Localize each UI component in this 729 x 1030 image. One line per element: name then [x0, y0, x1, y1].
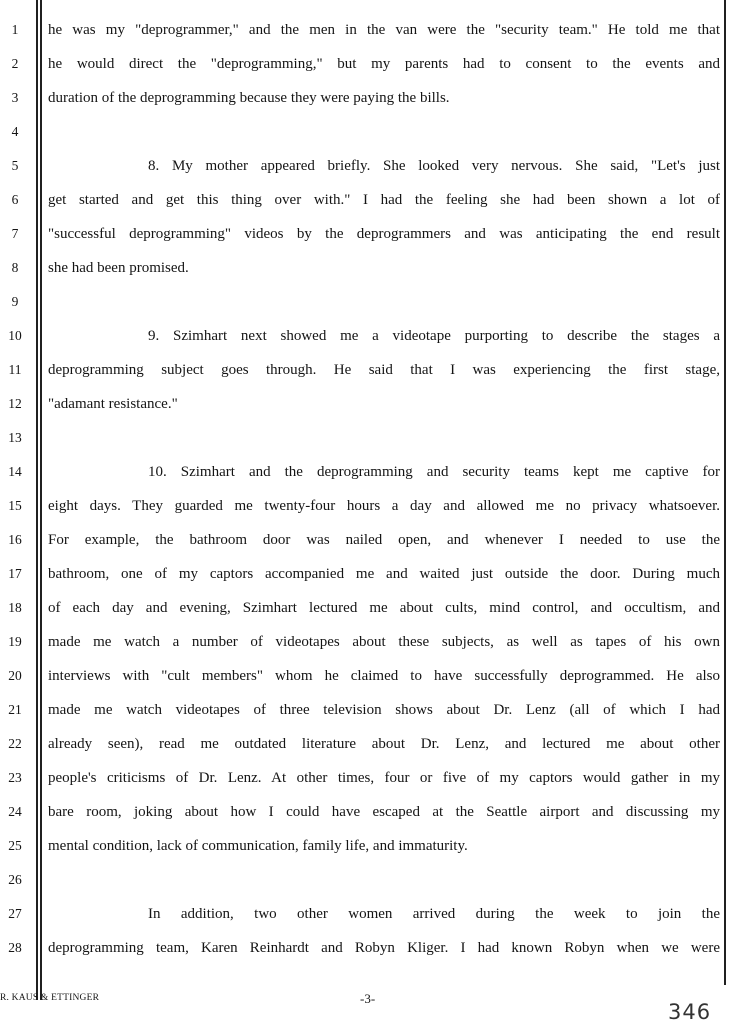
- text-line: get started and get this thing over with." I had the feeling she had been shown a lot of: [48, 192, 720, 208]
- line-number: 25: [8, 838, 22, 853]
- line-number: 14: [8, 464, 22, 479]
- text-line: bathroom, one of my captors accompanied me and waited just outside the door. During much: [48, 566, 720, 582]
- footer-page-number: -3-: [360, 991, 376, 1006]
- text-line: people's criticisms of Dr. Lenz. At other times, four or five of my captors would gather in my: [48, 770, 720, 786]
- text-line: already seen), read me outdated literature about Dr. Lenz, and lectured me about other: [48, 736, 720, 752]
- line-number: 24: [8, 804, 22, 819]
- line-number: 9: [11, 294, 19, 309]
- line-number: 17: [8, 566, 22, 581]
- text-line: he was my "deprogrammer," and the men in the van were the "security team." He told me that: [48, 22, 720, 38]
- line-number: 21: [8, 702, 22, 717]
- line-number: 20: [8, 668, 22, 683]
- line-number: 26: [8, 872, 22, 887]
- text-line: made me watch videotapes of three television shows about Dr. Lenz (all of which I had: [48, 702, 720, 718]
- text-line: "adamant resistance.": [48, 396, 178, 412]
- line-number: 18: [8, 600, 22, 615]
- text-line: mental condition, lack of communication, family life, and immaturity.: [48, 838, 468, 854]
- text-line: of each day and evening, Szimhart lectured me about cults, mind control, and occultism, and: [48, 600, 720, 616]
- text-line: eight days. They guarded me twenty-four hours a day and allowed me no privacy whatsoever.: [48, 498, 720, 514]
- text-line: he would direct the "deprogramming," but my parents had to consent to the events and: [48, 56, 720, 72]
- text-line: "successful deprogramming" videos by the deprogrammers and was anticipating the end result: [48, 226, 720, 242]
- text-line: For example, the bathroom door was nailed open, and whenever I needed to use the: [48, 532, 720, 548]
- line-number: 4: [11, 124, 19, 139]
- text-line: deprogramming team, Karen Reinhardt and Robyn Kliger. I had known Robyn when we were: [48, 940, 720, 956]
- text-line: bare room, joking about how I could have escaped at the Seattle airport and discussing my: [48, 804, 720, 820]
- line-number: 27: [8, 906, 22, 921]
- footer-firm-name: R. KAUS & ETTINGER: [0, 993, 100, 1003]
- text-line: In addition, two other women arrived during the week to join the: [148, 906, 720, 922]
- text-line: interviews with "cult members" whom he claimed to have successfully deprogrammed. He also: [48, 668, 720, 684]
- line-number: 23: [8, 770, 22, 785]
- text-line: she had been promised.: [48, 260, 189, 276]
- bates-stamp-number: 346: [668, 1000, 712, 1024]
- line-number: 1: [11, 22, 19, 37]
- line-number: 28: [8, 940, 22, 955]
- line-number: 7: [11, 226, 19, 241]
- right-margin-rule: [724, 0, 726, 985]
- line-number: 8: [11, 260, 19, 275]
- text-line: deprogramming subject goes through. He said that I was experiencing the first stage,: [48, 362, 720, 378]
- line-number: 5: [11, 158, 19, 173]
- line-number: 15: [8, 498, 22, 513]
- line-number: 10: [8, 328, 22, 343]
- line-number: 2: [11, 56, 19, 71]
- line-number: 6: [11, 192, 19, 207]
- line-number: 11: [8, 362, 22, 377]
- left-margin-double-rule-outer: [36, 0, 38, 1000]
- line-number: 12: [8, 396, 22, 411]
- line-number: 19: [8, 634, 22, 649]
- line-number: 16: [8, 532, 22, 547]
- line-number: 22: [8, 736, 22, 751]
- text-line: 9. Szimhart next showed me a videotape purporting to describe the stages a: [148, 328, 720, 344]
- line-number: 3: [11, 90, 19, 105]
- text-line: 8. My mother appeared briefly. She looked very nervous. She said, "Let's just: [148, 158, 720, 174]
- text-line: duration of the deprogramming because they were paying the bills.: [48, 90, 450, 106]
- line-number: 13: [8, 430, 22, 445]
- text-line: made me watch a number of videotapes about these subjects, as well as tapes of his own: [48, 634, 720, 650]
- text-line: 10. Szimhart and the deprogramming and security teams kept me captive for: [148, 464, 720, 480]
- left-margin-double-rule-inner: [40, 0, 42, 1000]
